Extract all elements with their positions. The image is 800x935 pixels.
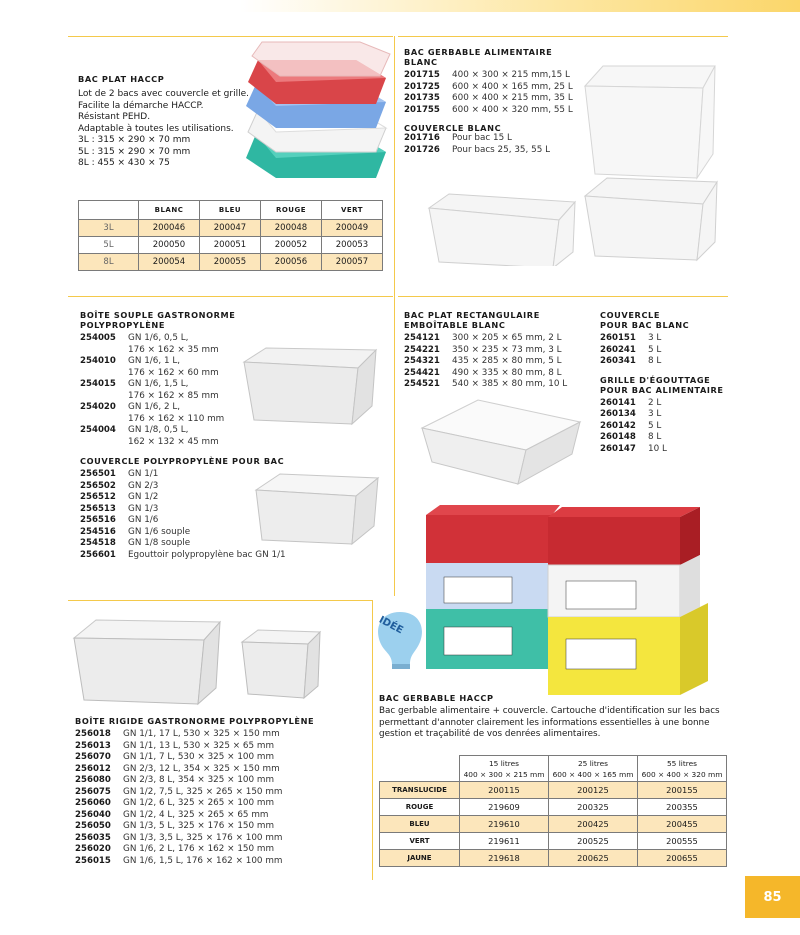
- desc-line: Adaptable à toutes les utilisations.: [78, 123, 234, 134]
- table-header-cell: BLANC: [139, 201, 200, 220]
- section-title: COUVERCLE POLYPROPYLÈNE POUR BAC: [80, 456, 285, 466]
- item-code: 260134: [600, 409, 636, 419]
- item-desc: GN 1/2, 6 L, 325 × 265 × 100 mm: [123, 798, 275, 808]
- section-title: GRILLE D'ÉGOUTTAGE: [600, 374, 711, 385]
- divider-mid-right: [398, 296, 728, 297]
- rigid-gastronorm-boxes-image: [70, 608, 330, 708]
- list-item: [80, 437, 300, 449]
- item-desc: GN 1/8 souple: [128, 538, 191, 548]
- page-number: 85: [745, 876, 800, 918]
- list-item: [75, 752, 365, 764]
- table-cell: 200425: [549, 816, 638, 833]
- table-cell: 200355: [638, 799, 727, 816]
- idee-label: IDÉE: [376, 614, 405, 637]
- item-desc: 350 × 235 × 73 mm, 3 L: [452, 344, 562, 355]
- table-cell: 219609: [460, 799, 549, 816]
- item-code: 254020: [80, 402, 116, 412]
- item-desc: GN 1/1, 17 L, 530 × 325 × 150 mm: [123, 729, 280, 739]
- table-row: [380, 782, 727, 799]
- item-desc: Pour bacs 25, 35, 55 L: [452, 144, 551, 155]
- section-title: BAC PLAT RECTANGULAIRE: [404, 310, 540, 320]
- item-desc: GN 1/6, 1,5 L,: [128, 379, 189, 389]
- item-code: 256012: [75, 763, 111, 774]
- item-desc: Egouttoir polypropylène bac GN 1/1: [128, 549, 286, 560]
- list-item: [75, 787, 365, 799]
- item-desc: GN 1/2, 4 L, 325 × 265 × 65 mm: [123, 809, 269, 820]
- item-desc: GN 1/2, 7,5 L, 325 × 265 × 150 mm: [123, 786, 283, 797]
- item-desc: 10 L: [648, 443, 667, 454]
- table-cell: 200055: [200, 254, 261, 271]
- list-item: [404, 356, 584, 368]
- list-item: [404, 333, 584, 345]
- item-code: 260142: [600, 420, 636, 431]
- item-desc: GN 1/1: [128, 469, 159, 479]
- list-item: [600, 409, 730, 421]
- item-code: 201715: [404, 70, 440, 80]
- capacity-label: 15 litres: [488, 758, 520, 768]
- item-desc: 5 L: [648, 344, 662, 355]
- desc-line: Facilite la démarche HACCP.: [78, 100, 204, 111]
- row-label: JAUNE: [380, 850, 460, 867]
- stacked-haccp-trays-image: [236, 40, 398, 190]
- table-row: [79, 254, 383, 271]
- item-code: 256013: [75, 740, 111, 751]
- section-subtitle: POUR BAC ALIMENTAIRE: [600, 384, 724, 395]
- list-item: [404, 345, 584, 357]
- desc-line: gestion et traçabilité de vos denrées alimentaires.: [379, 729, 601, 739]
- item-code: 254121: [404, 333, 440, 343]
- item-code: 260148: [600, 432, 636, 442]
- item-code: 254521: [404, 379, 440, 389]
- divider-lower-left: [68, 600, 373, 601]
- table-cell: 5L: [79, 237, 139, 254]
- row-label: TRANSLUCIDE: [380, 782, 460, 799]
- item-desc: 176 × 162 × 60 mm: [128, 367, 219, 378]
- item-desc: 176 × 162 × 110 mm: [128, 413, 225, 424]
- dimension-label: 600 × 400 × 320 mm: [641, 769, 723, 779]
- table-cell: 200525: [549, 833, 638, 850]
- item-desc: GN 1/3, 5 L, 325 × 176 × 150 mm: [123, 821, 275, 831]
- table-cell: 8L: [79, 254, 139, 271]
- item-code: 260241: [600, 344, 636, 355]
- list-item: [600, 421, 730, 433]
- item-desc: GN 2/3: [128, 480, 159, 491]
- item-desc: GN 1/6, 2 L, 176 × 162 × 150 mm: [123, 844, 275, 854]
- list-item: [600, 444, 730, 456]
- white-gerbable-bins-image: [425, 56, 725, 266]
- list-item: [80, 550, 300, 562]
- table-cell: 200325: [549, 799, 638, 816]
- table-cell: 200052: [261, 237, 322, 254]
- table-row: [79, 220, 383, 237]
- item-code: 260147: [600, 443, 636, 454]
- list-item: [75, 856, 365, 868]
- table-row: [380, 833, 727, 850]
- item-code: 260151: [600, 333, 636, 343]
- table-header-cell: [79, 201, 139, 220]
- item-code: 260341: [600, 356, 636, 366]
- item-code: 254421: [404, 367, 440, 378]
- item-code: 256601: [80, 549, 116, 560]
- item-desc: GN 1/3, 3,5 L, 325 × 176 × 100 mm: [123, 832, 283, 843]
- item-code: 201735: [404, 93, 440, 103]
- table-cell: 219618: [460, 850, 549, 867]
- divider-vertical-mid: [394, 296, 395, 596]
- list-item: [600, 356, 730, 368]
- desc-line: 3L : 315 × 290 × 70 mm: [78, 135, 191, 145]
- section-title: BAC GERBABLE ALIMENTAIRE: [404, 47, 553, 57]
- table-cell: 200057: [322, 254, 383, 271]
- item-code: 256080: [75, 775, 111, 785]
- section-title: BOÎTE SOUPLE GASTRONORME: [80, 310, 236, 320]
- list-item: [600, 432, 730, 444]
- item-code: 256050: [75, 821, 111, 831]
- item-desc: GN 2/3, 12 L, 354 × 325 × 150 mm: [123, 763, 280, 774]
- list-item: [75, 833, 365, 845]
- colored-haccp-crates-image: [420, 505, 710, 695]
- table-cell: 219611: [460, 833, 549, 850]
- table-cell: 200625: [549, 850, 638, 867]
- item-desc: GN 1/6 souple: [128, 526, 191, 537]
- item-desc: GN 1/6: [128, 515, 159, 525]
- item-code: 254518: [80, 538, 116, 548]
- item-desc: 300 × 205 × 65 mm, 2 L: [452, 333, 562, 343]
- list-item: [75, 741, 365, 753]
- item-code: 254516: [80, 526, 116, 537]
- divider-mid-left: [68, 296, 393, 297]
- item-desc: 600 × 400 × 215 mm, 35 L: [452, 93, 573, 103]
- table-cell: 219610: [460, 816, 549, 833]
- table-cell: 200053: [322, 237, 383, 254]
- item-code: 254004: [80, 425, 116, 435]
- item-code: 256060: [75, 798, 111, 808]
- item-desc: 435 × 285 × 80 mm, 5 L: [452, 356, 562, 366]
- table-cell: 3L: [79, 220, 139, 237]
- item-code: 256502: [80, 480, 116, 491]
- table-cell: 200555: [638, 833, 727, 850]
- item-code: 260141: [600, 397, 636, 408]
- item-desc: 176 × 162 × 35 mm: [128, 344, 219, 355]
- section-subtitle: POUR BAC BLANC: [600, 320, 690, 330]
- table-header-row: [380, 756, 727, 782]
- item-code: 201726: [404, 144, 440, 155]
- section-title: BAC PLAT HACCP: [78, 74, 165, 84]
- item-desc: 600 × 400 × 165 mm, 25 L: [452, 81, 573, 92]
- table-cell: 200455: [638, 816, 727, 833]
- item-desc: GN 1/8, 0,5 L,: [128, 425, 189, 435]
- table-cell: 200049: [322, 220, 383, 237]
- item-code: 254321: [404, 356, 440, 366]
- desc-line: permettant d'annoter clairement les informations essentielles à une bonne: [379, 717, 710, 728]
- table-row: [79, 237, 383, 254]
- description: [78, 89, 258, 170]
- list-item: [600, 345, 730, 357]
- table-header-cell: [549, 756, 638, 782]
- item-desc: GN 1/6, 1,5 L, 176 × 162 × 100 mm: [123, 855, 283, 866]
- item-code: 201716: [404, 133, 440, 143]
- row-label: VERT: [380, 833, 460, 850]
- table-header-cell: [460, 756, 549, 782]
- bac-plat-haccp-section: [78, 74, 258, 170]
- item-desc: 490 × 335 × 80 mm, 8 L: [452, 367, 562, 378]
- row-label: ROUGE: [380, 799, 460, 816]
- table-header-row: [79, 201, 383, 220]
- dimension-label: 400 × 300 × 215 mm: [463, 769, 545, 779]
- section-subtitle: POLYPROPYLÈNE: [80, 320, 166, 330]
- table-cell: 200050: [139, 237, 200, 254]
- item-desc: Pour bac 15 L: [452, 133, 512, 143]
- table-cell: 200047: [200, 220, 261, 237]
- item-desc: 5 L: [648, 420, 662, 431]
- item-code: 256512: [80, 492, 116, 502]
- section-title: BOÎTE RIGIDE GASTRONORME POLYPROPYLÈNE: [75, 716, 315, 726]
- capacity-label: 25 litres: [577, 758, 609, 768]
- list-item: [75, 729, 365, 741]
- item-code: 256516: [80, 515, 116, 525]
- item-desc: GN 1/1, 13 L, 530 × 325 × 65 mm: [123, 740, 275, 751]
- table-header-cell: ROUGE: [261, 201, 322, 220]
- haccp-table: [379, 755, 727, 867]
- desc-line: 5L : 315 × 290 × 70 mm: [78, 146, 191, 157]
- list-item: [75, 810, 365, 822]
- list-item: [75, 844, 365, 856]
- item-code: 256015: [75, 855, 111, 866]
- table-row: [380, 799, 727, 816]
- item-desc: 162 × 132 × 45 mm: [128, 436, 219, 447]
- item-desc: GN 1/1, 7 L, 530 × 325 × 100 mm: [123, 752, 275, 762]
- item-desc: GN 2/3, 8 L, 354 × 325 × 100 mm: [123, 775, 275, 785]
- list-item: [404, 379, 584, 391]
- table-cell: 200655: [638, 850, 727, 867]
- item-desc: GN 1/6, 2 L,: [128, 402, 181, 412]
- item-desc: 2 L: [648, 397, 662, 408]
- item-desc: 400 × 300 × 215 mm,15 L: [452, 70, 570, 80]
- desc-line: Lot de 2 bacs avec couvercle et grille.: [78, 89, 249, 99]
- list-item: [600, 333, 730, 345]
- idee-lightbulb-badge: [370, 608, 430, 670]
- table-cell: 200115: [460, 782, 549, 799]
- section-title: COUVERCLE: [600, 310, 661, 320]
- couvercle-bac-blanc-section: [600, 310, 730, 455]
- item-desc: GN 1/3: [128, 503, 159, 514]
- item-desc: 600 × 400 × 320 mm, 55 L: [452, 104, 573, 115]
- table-cell: 200051: [200, 237, 261, 254]
- list-item: [75, 798, 365, 810]
- box-with-lid-image: [252, 470, 382, 550]
- item-desc: 8 L: [648, 356, 662, 366]
- item-desc: 3 L: [648, 409, 662, 419]
- dimension-label: 600 × 400 × 165 mm: [552, 769, 634, 779]
- item-code: 256513: [80, 503, 116, 514]
- item-code: 254010: [80, 356, 116, 366]
- item-code: 256501: [80, 469, 116, 479]
- item-code: 254221: [404, 344, 440, 355]
- capacity-label: 55 litres: [666, 758, 698, 768]
- section-title: BAC GERBABLE HACCP: [379, 693, 494, 703]
- table-cell: 200056: [261, 254, 322, 271]
- item-code: 201755: [404, 104, 440, 115]
- list-item: [75, 764, 365, 776]
- item-desc: 8 L: [648, 432, 662, 442]
- desc-line: Bac gerbable alimentaire + couvercle. Cartouche d'identification sur les bacs: [379, 706, 720, 716]
- item-code: 256020: [75, 844, 111, 854]
- table-cell: 200048: [261, 220, 322, 237]
- item-desc: GN 1/6, 0,5 L,: [128, 333, 189, 343]
- item-code: 254005: [80, 333, 116, 343]
- list-item: [404, 368, 584, 380]
- table-row: [380, 816, 727, 833]
- item-desc: GN 1/6, 1 L,: [128, 356, 181, 366]
- list-item: [75, 775, 365, 787]
- item-code: 256018: [75, 729, 111, 739]
- item-desc: 540 × 385 × 80 mm, 10 L: [452, 379, 568, 389]
- section-subtitle: BLANC: [404, 57, 438, 67]
- item-desc: 176 × 162 × 85 mm: [128, 390, 219, 401]
- table-header-cell: BLEU: [200, 201, 261, 220]
- boite-rigide-section: [75, 716, 365, 867]
- row-label: BLEU: [380, 816, 460, 833]
- item-desc: 3 L: [648, 333, 662, 343]
- bac-plat-rectangulaire-section: [404, 310, 584, 391]
- desc-line: 8L : 455 × 430 × 75: [78, 158, 170, 168]
- table-cell: 200125: [549, 782, 638, 799]
- flat-white-tray-image: [418, 396, 583, 488]
- table-header-cell: [638, 756, 727, 782]
- table-header-cell: VERT: [322, 201, 383, 220]
- translucent-box-image: [236, 340, 386, 430]
- item-code: 256040: [75, 809, 111, 820]
- table-row: [380, 850, 727, 867]
- section-title: COUVERCLE BLANC: [404, 123, 502, 133]
- item-code: 254015: [80, 379, 116, 389]
- section-subtitle: EMBOÎTABLE BLANC: [404, 320, 506, 330]
- divider-top-left: [68, 36, 393, 37]
- table-header-empty: [380, 756, 460, 782]
- divider-top-right: [398, 36, 728, 37]
- list-item: [600, 398, 730, 410]
- desc-line: Résistant PEHD.: [78, 112, 151, 122]
- table-cell: 200054: [139, 254, 200, 271]
- item-code: 256075: [75, 786, 111, 797]
- table-cell: 200046: [139, 220, 200, 237]
- item-code: 256070: [75, 752, 111, 762]
- bac-plat-table: [78, 200, 383, 271]
- top-decorative-bar: [0, 0, 800, 12]
- table-cell: 200155: [638, 782, 727, 799]
- item-desc: GN 1/2: [128, 492, 159, 502]
- item-code: 256035: [75, 832, 111, 843]
- item-code: 201725: [404, 81, 440, 92]
- list-item: [75, 821, 365, 833]
- bac-gerbable-haccp-section: [379, 693, 739, 741]
